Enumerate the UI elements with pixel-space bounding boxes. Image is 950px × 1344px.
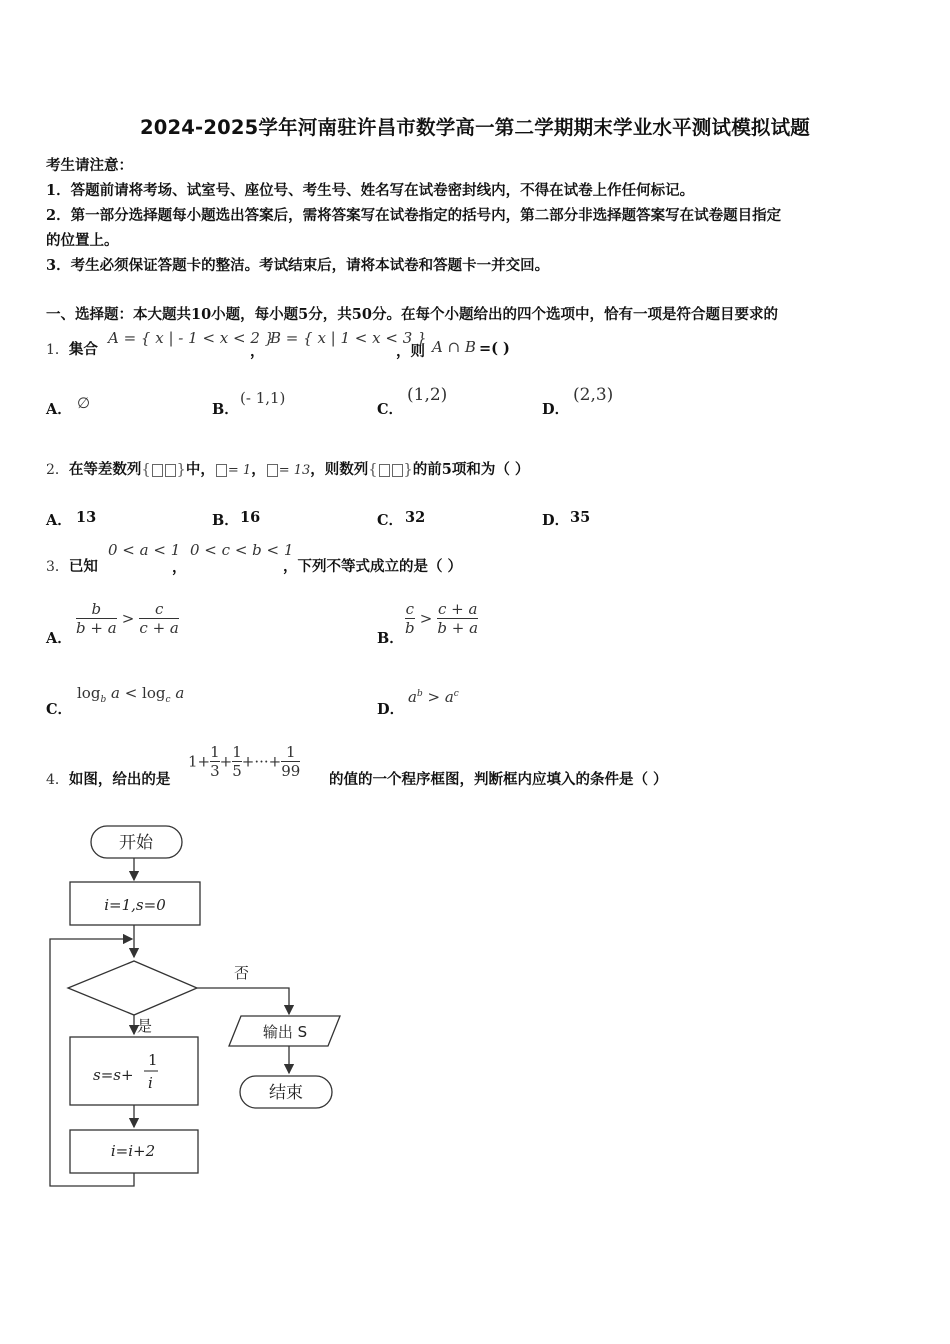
question-3: 3．已知 <box>46 558 98 575</box>
question-2: 2．在等差数列{ }中， = 1， = 13，则数列{ }的前5项和为（ ） <box>46 461 530 478</box>
end-label: 结束 <box>269 1083 303 1103</box>
option-value: (1,2) <box>407 385 448 405</box>
option-label: D． <box>377 701 405 718</box>
set-b: B = { x | 1 < x < 3 } <box>270 329 427 347</box>
option-label: D． <box>542 512 570 529</box>
series-expression: 1+ $\frac{1}{3}$ + $\frac{1}{5}$ +···+ $\frac{1}{99}$ <box>188 743 301 780</box>
option-label: B． <box>377 630 404 647</box>
option-label: B． <box>212 401 239 418</box>
set-a: A = { x | - 1 < x < 2 } <box>108 329 275 347</box>
intersection: A ∩ B <box>432 338 476 356</box>
notice-item: 的位置上。 <box>46 232 119 249</box>
notice-heading: 考生请注意： <box>46 157 133 174</box>
output-label: 输出 S <box>262 1023 308 1041</box>
start-label: 开始 <box>119 833 153 853</box>
option-label: C． <box>46 701 73 718</box>
question-number: 1． <box>46 342 69 358</box>
page-title: 2024-2025学年河南驻许昌市数学高一第二学期期末学业水平测试模拟试题 <box>139 116 811 139</box>
option-c-expression: $\log_b a < \log_c a$ <box>77 684 185 705</box>
option-label: C． <box>377 512 404 529</box>
term-a1-symbol <box>216 464 227 477</box>
sum-process <box>70 1037 198 1105</box>
notice-item: 1．答题前请将考场、试室号、座位号、考生号、姓名写在试卷密封线内，不得在试卷上作任何标记。 <box>46 182 695 199</box>
option-label: D． <box>542 401 570 418</box>
sequence-symbol: { } <box>368 462 413 478</box>
option-value: (2,3) <box>573 385 614 405</box>
svg-text:s=s+: s=s+ <box>93 1066 134 1084</box>
option-value: (- 1,1) <box>240 389 286 407</box>
yes-label: 是 <box>137 1017 153 1035</box>
term-a5-symbol <box>267 464 278 477</box>
init-label: i=1,s=0 <box>104 896 166 914</box>
option-value: 32 <box>405 509 426 526</box>
increment-label: i=i+2 <box>110 1142 156 1160</box>
svg-text:1: 1 <box>148 1051 158 1069</box>
section-heading: 一、选择题：本大题共10小题，每小题5分，共50分。在每个小题给出的四个选项中，恰有一项是符合题目要求的 <box>46 306 778 323</box>
option-a-expression: $\frac{b}{b + a}$ > $\frac{c}{c + a}$ <box>76 600 179 637</box>
sum-formula <box>93 1051 158 1092</box>
svg-text:i: i <box>148 1074 153 1092</box>
no-label: 否 <box>234 964 250 982</box>
option-value: 13 <box>76 509 97 526</box>
option-label: A． <box>46 630 72 647</box>
condition-2: 0 < c < b < 1 <box>190 541 294 559</box>
option-label: A． <box>46 512 72 529</box>
option-label: C． <box>377 401 404 418</box>
notice-item: 2．第一部分选择题每小题选出答案后，需将答案写在试卷指定的括号内，第二部分非选择题答案写在试卷题目指定 <box>46 207 782 224</box>
option-label: A． <box>46 401 72 418</box>
condition-1: 0 < a < 1 <box>108 541 181 559</box>
notice-item: 3．考生必须保证答题卡的整洁。考试结束后，请将本试卷和答题卡一并交回。 <box>46 257 550 274</box>
option-value: 35 <box>570 509 591 526</box>
option-b-expression: $\frac{c}{b}$ > $\frac{c + a}{b + a}$ <box>405 600 479 637</box>
option-label: B． <box>212 512 239 529</box>
sequence-symbol: { } <box>141 462 186 478</box>
flowchart <box>44 818 344 1193</box>
question-4: 4．如图，给出的是 <box>46 771 171 788</box>
decision-diamond <box>68 961 197 1015</box>
option-d-expression: $a^b > a^c$ <box>408 688 459 706</box>
option-value: ∅ <box>77 394 91 412</box>
option-value: 16 <box>240 509 261 526</box>
question-1: 1．集合 <box>46 341 98 358</box>
